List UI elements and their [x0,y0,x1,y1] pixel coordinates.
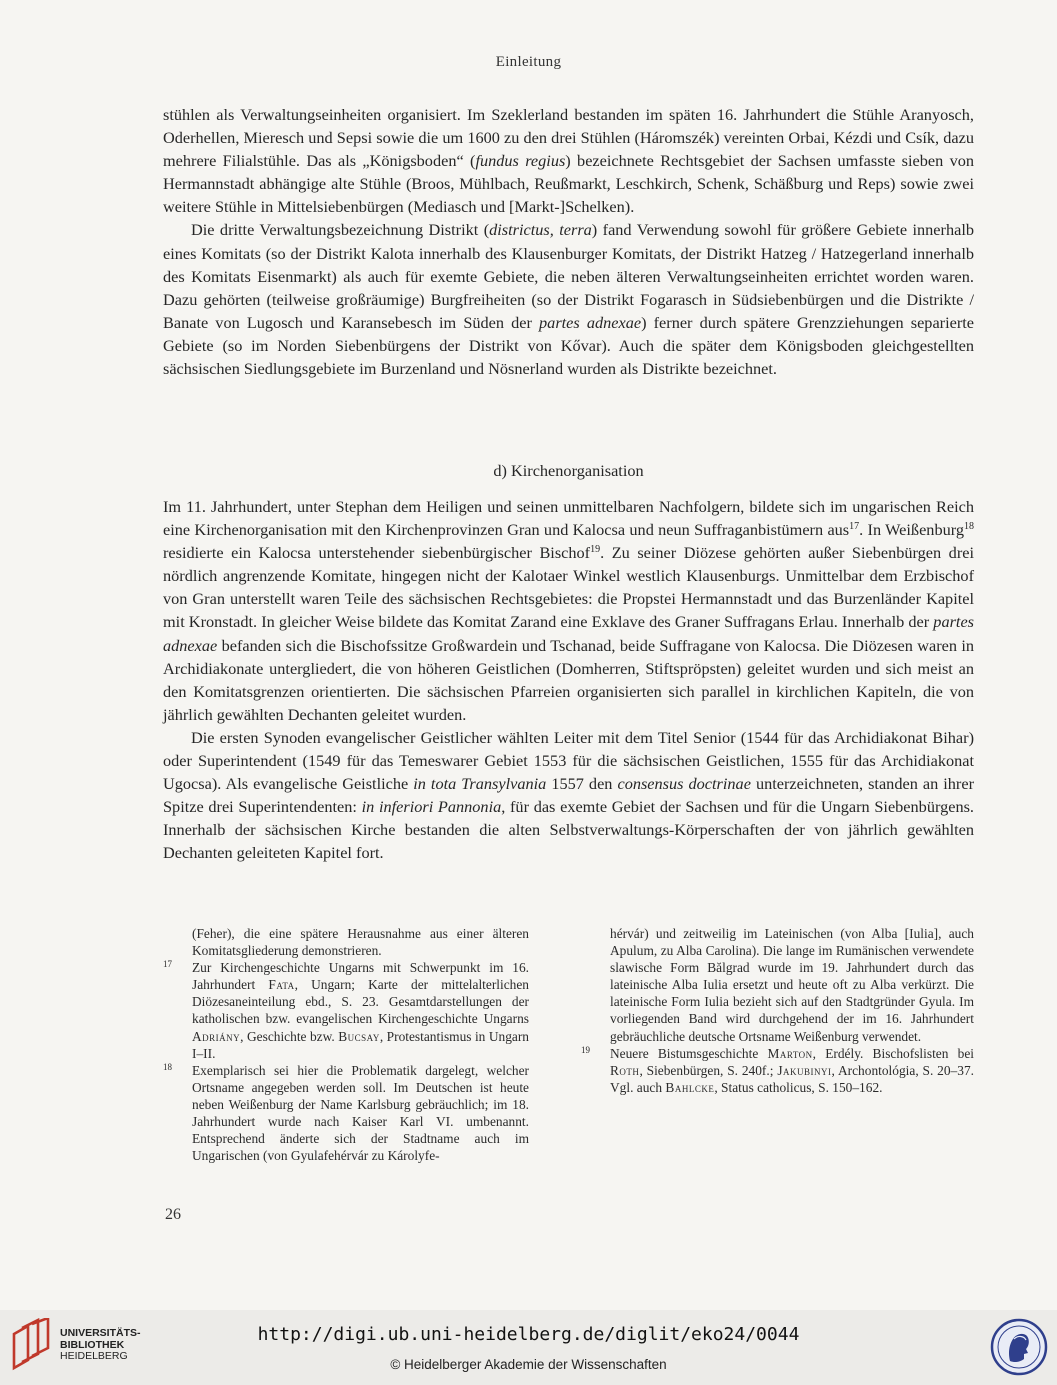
footnote-continuation [163,925,529,959]
footnote-ref[interactable]: 17 [849,521,860,533]
footnotes-left-column [163,925,529,1164]
text-run: stühlen als Verwaltungseinheiten organisiert. Im Szeklerland bestanden im späten 16. Jahrhundert die Stühle Aranyosch, Oderhellen, Mieresch und Sepsi sowie die um 1600 zu den drei Stühlen (Háromszék) vereinten Orbai, Kézdi und Csík, dazu mehrere Filialstühle. Das als „Königsboden“ ( [163,105,974,171]
permalink-url[interactable]: http://digi.ub.uni-heidelberg.de/diglit/eko24/0044 [257,1324,800,1345]
text-run: Die ersten Synoden evangelischer Geistlicher wählten Leiter mit dem Titel Senior (1544 für das Archidiakonat Bihar) oder Superintendent (1549 für das Temeswarer Gebiet 1553 für die sächsischen Geistlichen, 1555 für das Archidiakonat Ugocsa). Als evangelische Geistliche [163,727,974,794]
library-name-line: UNIVERSITÄTS- [60,1327,141,1339]
text-run: Die dritte Verwaltungsbezeichnung Distrikt ( [191,220,490,240]
text-run: befanden sich die Bischofssitze Großwardein und Tschanad, beide Suffragane von Kalocsa. Die Diözesen waren in Archidiakonate untergliedert, die von höheren Geistlichen (Domherren, Stiftspröpsten) geleitet wurden und sich meist an den Komitatsgrenzen orientierten. Die sächsischen Pfarreien organisierten sich parallel in kirchlichen Kapiteln, die von jährlich gewählten Dechanten geleitet wurden. [163,635,974,724]
text-run: . In Weißenburg [859,520,964,540]
footnote-17 [163,959,529,1062]
viewer-footer [0,1310,1057,1385]
footnote-text: , Siebenbürgen, S. 240f.; [639,1062,778,1078]
footnote-18 [163,1062,529,1165]
text-run: ) ferner durch spätere Grenzziehungen separierte Gebiete (so im Norden Siebenbürgens der Distrikt von Kővar). Auch die später dem Königsboden gleichgestellten sächsischen Siedlungsgebiete im Burzenland und Nösnerland wurden als Distrikte bezeichnet. [163,312,975,379]
footnote-18-continuation [581,925,974,1045]
running-head: Einleitung [495,54,562,70]
author-name: Marton [767,1045,813,1061]
library-name-line: BIBLIOTHEK [60,1338,125,1351]
author-name: Jakubinyi [777,1062,832,1078]
latin-term: in tota Transylvania [413,774,547,794]
main-text-upper [163,103,974,380]
main-text-lower [163,495,974,865]
latin-term: partes adnexae [163,612,974,655]
copyright-notice: © Heidelberger Akademie der Wissenschaften [390,1357,667,1372]
footnote-text: Zur Kirchengeschichte Ungarns mit Schwerpunkt im 16. Jahrhundert [192,960,529,993]
text-run: . Zu seiner Diözese gehörten außer Siebenbürgen drei nördlich angrenzende Komitate, hingegen nicht der Kalotaer Winkel westlich Klausenburgs. Unmittelbar dem Erzbischof von Gran unterstellt waren Teile des sächsischen Rechtsgebietes: die Propstei Hermannstadt und das Burzenländer Kapitel mit Kronstadt. In gleicher Weise bildete das Komitat Zarand eine Exklave des Graner Suffragans Erlau. Innerhalb der [163,543,974,632]
paragraph-stuehle [163,103,974,218]
latin-term: districtus, terra [489,220,592,240]
text-run: ) fand Verwendung sowohl für größere Gebiete innerhalb eines Komitats (so der Distrikt Kalota innerhalb des Klausenburger Komitats, der Distrikt Hatzeg / Hatzegerland innerhalb des Komitats Eisenmarkt) als auch für exemte Gebiete, die neben älteren Verwaltungseinheiten errichtet worden waren. Dazu gehörten (teilweise großräumige) Burgfreiheiten (so der Distrikt Fogarasch in Südsiebenbürgen und die Distrikte / Banate von Lugosch und Karansebesch im Süden der [163,220,974,332]
footnote-text: (Feher), die eine spätere Herausnahme aus einer älteren Komitatsgliederung demonstrieren. [192,926,529,959]
text-run: residierte ein Kalocsa unterstehender siebenbürgischer Bischof [163,543,591,563]
text-run: unterzeichneten, standen an ihrer Spitze drei Superintendenten: [163,774,974,817]
footnote-19 [581,1045,974,1096]
footnote-text: , Protestantismus in Ungarn I–II. [192,1028,529,1061]
latin-term: in inferiori Pannonia [361,797,502,817]
footnote-text: , Geschichte bzw. [240,1028,339,1044]
footnote-text: Exemplarisch sei hier die Problematik dargelegt, welcher Ortsname angegeben werden soll. Im Deutschen ist heute neben Weißenburg der Name Karlsburg gebräuchlich; im 18. Jahrhundert wurde nach Kaiser Karl VI. umbenannt. Entsprechend änderte sich der Stadtname auch im Ungarischen (von Gyulafehérvár zu Károlyfe- [192,1062,529,1164]
paragraph-distrikt [163,218,974,380]
footnotes-right-column [581,925,974,1096]
footnote-text: , Erdély. Bischofslisten bei [812,1045,974,1061]
latin-term: partes adnexae [539,312,642,332]
footnote-text: hérvár) und zeitweilig im Lateinischen (von Alba [Iulia], auch Apulum, zu Alba Carolina). Die lange im Rumänischen verwendete slawische Form Bălgrad wurde im 19. Jahrhundert durch das lateinische Alba Iulia ersetzt und heute oft zu Alba verkürzt. Die lateinische Form Iulia bezieht sich auf den Stadtgründer Gyula. Im vorliegenden Band wird durchgehend der im 16. Jahrhundert gebräuchliche deutsche Ortsname Weißenburg verwendet. [610,926,974,1044]
author-name: Fata [268,977,295,993]
latin-term: fundus regius [475,151,566,171]
footnote-number: 18 [163,1061,172,1072]
text-run: Im 11. Jahrhundert, unter Stephan dem Heiligen und seinen unmittelbaren Nachfolgern, bildete sich im ungarischen Reich eine Kirchenorganisation mit den Kirchenprovinzen Gran und Kalocsa und neun Suffraganbistümern aus [163,497,974,540]
footnote-number: 17 [163,959,172,970]
footnote-text: , Ungarn; Karte der mittelalterlichen Diözesaneinteilung ebd., S. 23. Gesamtdarstellungen der katholischen bzw. evangelischen Kirchengeschichte Ungarns [192,977,530,1027]
footnote-number: 19 [581,1044,590,1055]
author-name: Roth [610,1062,640,1078]
latin-term: consensus doctrinae [617,774,751,794]
footnote-text: , Status catholicus, S. 150–162. [714,1079,883,1095]
footnote-text: , Archontológia, S. 20–37. Vgl. auch [610,1062,974,1095]
footnote-ref[interactable]: 19 [590,544,601,556]
author-name: Bucsay [338,1028,380,1044]
text-run: ) bezeichnete Rechtsgebiet der Sachsen umfasste sieben von Hermannstadt abhängige alte Stühle (Broos, Mühlbach, Reußmarkt, Leschkirch, Schenk, Schäßburg und Reps) sowie zwei weitere Stühle in Mittelsiebenbürgen (Mediasch und [Markt-]Schelken). [163,151,974,217]
paragraph-synoden [163,726,974,865]
academy-seal-icon[interactable] [990,1317,1048,1377]
footnote-text: Neuere Bistumsgeschichte [610,1045,768,1061]
text-run: , für das exemte Gebiet der Sachsen und für die Ungarn Siebenbürgens. Innerhalb der sächsischen Kirche bestanden die alten Selbstverwaltungs-Körperschaften der von jährlich gewählten Dechanten geleiteten Kapitel fort. [163,797,974,863]
section-heading: d) Kirchenorganisation [493,461,644,480]
page-number: 26 [165,1206,181,1223]
library-name-line: HEIDELBERG [60,1350,128,1362]
author-name: Bahlcke [665,1079,715,1095]
paragraph-kirchenorganisation [163,495,974,726]
text-run: 1557 den [546,774,618,794]
footnote-ref[interactable]: 18 [964,521,974,533]
author-name: Adriány [192,1028,241,1044]
